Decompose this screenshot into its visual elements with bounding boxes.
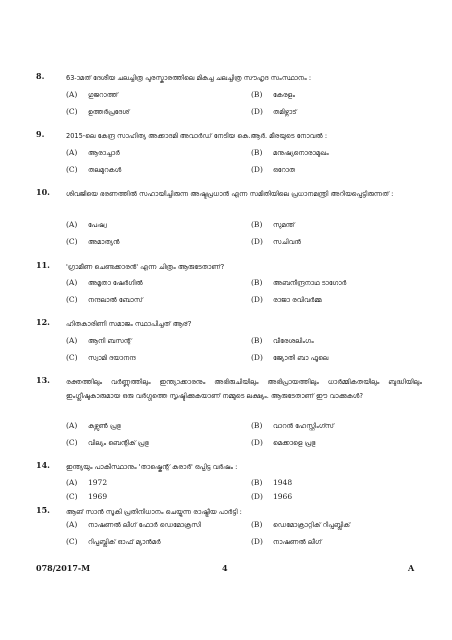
option-a: (A) ആരാച്ചാർ	[66, 148, 120, 157]
question-number: 13.	[36, 375, 50, 385]
question-number: 15.	[36, 505, 50, 515]
option-d: (D) മെക്കാളെ പ്രഭു	[251, 438, 316, 447]
option-d: (D) സചിവൻ	[251, 237, 301, 246]
option-b: (B) 1948	[251, 478, 293, 487]
option-c: (C) അമാത്യൻ	[66, 237, 120, 246]
option-b: (B) വാറൻ ഹേസ്റ്റിംഗ്സ്	[251, 421, 334, 430]
option-c: (C) 1969	[66, 492, 108, 501]
option-c: (C) റിപ്പബ്ലിക് ഓഫ് മ്യാൻമർ	[66, 537, 161, 546]
option-a: (A) നാഷണൽ ലീഗ് ഫോർ ഡെമോക്രസി	[66, 520, 201, 529]
option-d: (D) രാജാ രവിവർമ്മ	[251, 295, 322, 304]
question-text: 2015-ലെ കേന്ദ്ര സാഹിത്യ അക്കാദമി അവാർഡ് നേടിയ കെ.ആർ. മീരയുടെ നോവൽ :	[66, 132, 328, 140]
option-c: (C) വില്യം ബെന്റിക് പ്രഭു	[66, 438, 149, 447]
option-d: (D) നാഷണൽ ലീഗ്	[251, 537, 322, 546]
question-text: 63-ാമത് ദേശീയ ചലച്ചിത്ര പുരസ്കാരത്തിലെ മികച്ച ചലച്ചിത്ര സൗഹൃദ സംസ്ഥാനം :	[66, 74, 312, 82]
option-c: (C) സ്വാമി ദയാനന്ദ	[66, 353, 136, 362]
question-text: ശിവജിയെ ഭരണത്തിൽ സഹായിച്ചിരുന്ന അഷ്ടപ്രധാൻ എന്ന സമിതിയിലെ പ്രധാനമന്ത്രി അറിയപ്പെട്ടിരുന്നത് :	[66, 190, 394, 198]
option-b: (B) മനുഷ്യനൊരാമുഖം	[251, 148, 329, 157]
option-b: (B) കേരളം	[251, 90, 296, 99]
option-d: (D) ഒറോത	[251, 165, 296, 174]
question-text: ഇന്ത്യയും പാകിസ്ഥാനും 'താഷ്കെന്റ് കരാർ' ഒപ്പിട്ട വർഷം :	[66, 463, 238, 471]
question-number: 9.	[36, 129, 45, 139]
option-a: (A) 1972	[66, 478, 108, 487]
question-number: 8.	[36, 71, 45, 81]
series-letter: A	[408, 563, 415, 573]
option-a: (A) അമൃതാ ഷേർഗിൽ	[66, 278, 143, 287]
question-text: ആങ് സാൻ സൂകി പ്രതിനിധാനം ചെയ്യുന്ന രാഷ്ട്രീയ പാർട്ടി :	[66, 508, 242, 516]
option-d: (D) 1966	[251, 492, 293, 501]
question-number: 12.	[36, 317, 50, 327]
option-b: (B) അബനീന്ദ്രനാഥ ടാഗോർ	[251, 278, 347, 287]
question-text: 'ഗ്രാമീണ ചെണ്ടക്കാരൻ' എന്ന ചിത്രം ആരുടേതാണ്?	[66, 263, 225, 271]
option-a: (A) ആനി ബസന്റ്	[66, 336, 132, 345]
option-a: (A) കഴ്സൺ പ്രഭു	[66, 421, 121, 430]
question-number: 11.	[36, 260, 50, 270]
option-c: (C) തലമുറകൾ	[66, 165, 122, 174]
question-number: 14.	[36, 460, 50, 470]
page-number: 4	[222, 563, 228, 573]
option-d: (D) ജ്യോതി ബാ ഫൂലെ	[251, 353, 329, 362]
option-b: (B) ഡെമോക്രാറ്റിക് റിപ്പബ്ലിക്	[251, 520, 351, 529]
option-b: (B) സുമന്ത്	[251, 220, 295, 229]
option-d: (D) തമിഴ്നാട്	[251, 107, 297, 116]
paper-code: 078/2017-M	[36, 563, 91, 573]
option-c: (C) നന്ദലാൽ ബോസ്	[66, 295, 143, 304]
option-b: (B) വീരേശലിംഗം	[251, 336, 314, 345]
option-a: (A) പേഷ്വ	[66, 220, 107, 229]
option-a: (A) ഗുജറാത്ത്	[66, 90, 118, 99]
question-text: ഹിതകാരിണി സമാജം സ്ഥാപിച്ചത് ആര്?	[66, 320, 192, 328]
question-text: രക്തത്തിലും വർണ്ണത്തിലും ഇന്ത്യാക്കാരനും അഭിരുചിയിലും അഭിപ്രായത്തിലും ധാർമ്മികതയിലും ബുദ്ധിയിലും ഇംഗ്ലീഷുകാരുമായ ഒരു വർഗ്ഗത്തെ സൃഷ്ടിക്കുകയാണ് നമ്മുടെ ലക്ഷ്യം. ആരുടേതാണ് ഈ വാക്കുകൾ?	[66, 378, 422, 400]
option-c: (C) ഉത്തർപ്രദേശ്	[66, 107, 130, 116]
question-number: 10.	[36, 187, 50, 197]
